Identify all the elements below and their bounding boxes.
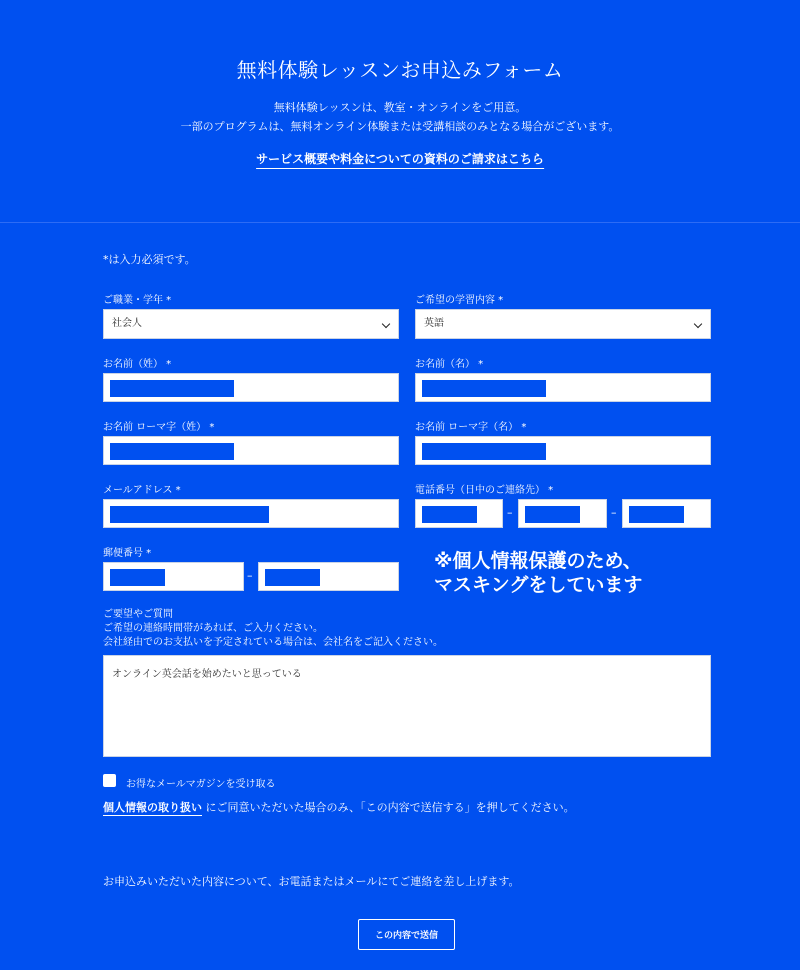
email-label: メールアドレス *: [103, 485, 181, 496]
course-select[interactable]: [415, 309, 711, 339]
email-field[interactable]: [103, 499, 399, 528]
privacy-consent-desc: にご同意いただいた場合のみ、「この内容で送信する」を押してください。: [202, 801, 575, 814]
hero-section: [0, 0, 800, 223]
course-label: ご希望の学習内容 *: [415, 295, 504, 306]
masked-value: [422, 506, 477, 523]
first-name-roman-label: お名前 ローマ字（名） *: [415, 422, 527, 433]
request-hint: ご希望の連絡時間帯があれば、ご入力ください。: [103, 623, 323, 634]
hero-lead-line: 無料体験レッスンは、教室・オンラインをご用意。: [273, 101, 527, 114]
phone-separator: –: [611, 506, 617, 519]
privacy-policy-link[interactable]: 個人情報の取り扱い: [103, 801, 202, 814]
last-name-field[interactable]: [103, 373, 399, 402]
hero-lead-line: 一部のプログラムは、無料オンライン体験または受講相談のみとなる場合がございます。: [180, 120, 620, 133]
last-name-label: お名前（姓） *: [103, 359, 172, 370]
postal-field-2[interactable]: [258, 562, 399, 591]
occupation-select[interactable]: [103, 309, 399, 339]
first-name-roman-field[interactable]: [415, 436, 711, 465]
last-name-roman-label: お名前 ローマ字（姓） *: [103, 422, 215, 433]
last-name-roman-field[interactable]: [103, 436, 399, 465]
request-label: ご要望やご質問: [103, 609, 173, 620]
postal-label: 郵便番号 *: [103, 548, 152, 559]
masked-value: [422, 380, 546, 397]
masking-notice-line: ※個人情報保護のため、: [434, 550, 642, 572]
masked-value: [110, 380, 234, 397]
newsletter-checkbox[interactable]: [103, 774, 116, 787]
submit-button[interactable]: この内容で送信: [358, 919, 455, 950]
postal-separator: –: [247, 569, 253, 582]
postal-field-1[interactable]: [103, 562, 244, 591]
phone-field-2[interactable]: [518, 499, 607, 528]
phone-separator: –: [507, 506, 513, 519]
request-hint: 会社経由でのお支払いを予定されている場合は、会社名をご記入ください。: [103, 637, 443, 648]
phone-field-3[interactable]: [622, 499, 711, 528]
chevron-down-icon: [694, 320, 702, 328]
first-name-label: お名前（名） *: [415, 359, 484, 370]
masked-value: [110, 443, 234, 460]
request-label-block: [103, 608, 443, 650]
phone-field-1[interactable]: [415, 499, 503, 528]
required-note: *は入力必須です。: [103, 253, 196, 266]
occupation-label: ご職業・学年 *: [103, 295, 172, 306]
masked-value: [265, 569, 320, 586]
masking-notice: [434, 549, 642, 597]
phone-label: 電話番号（日中のご連絡先） *: [415, 485, 554, 496]
contact-note: お申込みいただいた内容について、お電話またはメールにてご連絡を差し上げます。: [103, 875, 520, 888]
first-name-field[interactable]: [415, 373, 711, 402]
request-textarea[interactable]: オンライン英会話を始めたいと思っている: [103, 655, 711, 757]
section-divider: [0, 222, 800, 223]
occupation-value: 社会人: [112, 318, 142, 329]
masked-value: [629, 506, 684, 523]
docs-request-link[interactable]: サービス概要や料金についての資料のご請求はこちら: [256, 150, 544, 169]
masked-value: [525, 506, 580, 523]
masked-value: [422, 443, 546, 460]
masked-value: [110, 506, 269, 523]
masking-notice-line: マスキングをしています: [434, 574, 643, 596]
hero-lead: [0, 98, 800, 136]
privacy-consent-text: [103, 799, 575, 815]
masked-value: [110, 569, 165, 586]
course-value: 英語: [424, 318, 444, 329]
chevron-down-icon: [382, 320, 390, 328]
page-title: 無料体験レッスンお申込みフォーム: [236, 58, 564, 82]
newsletter-label: お得なメールマガジンを受け取る: [126, 779, 276, 790]
